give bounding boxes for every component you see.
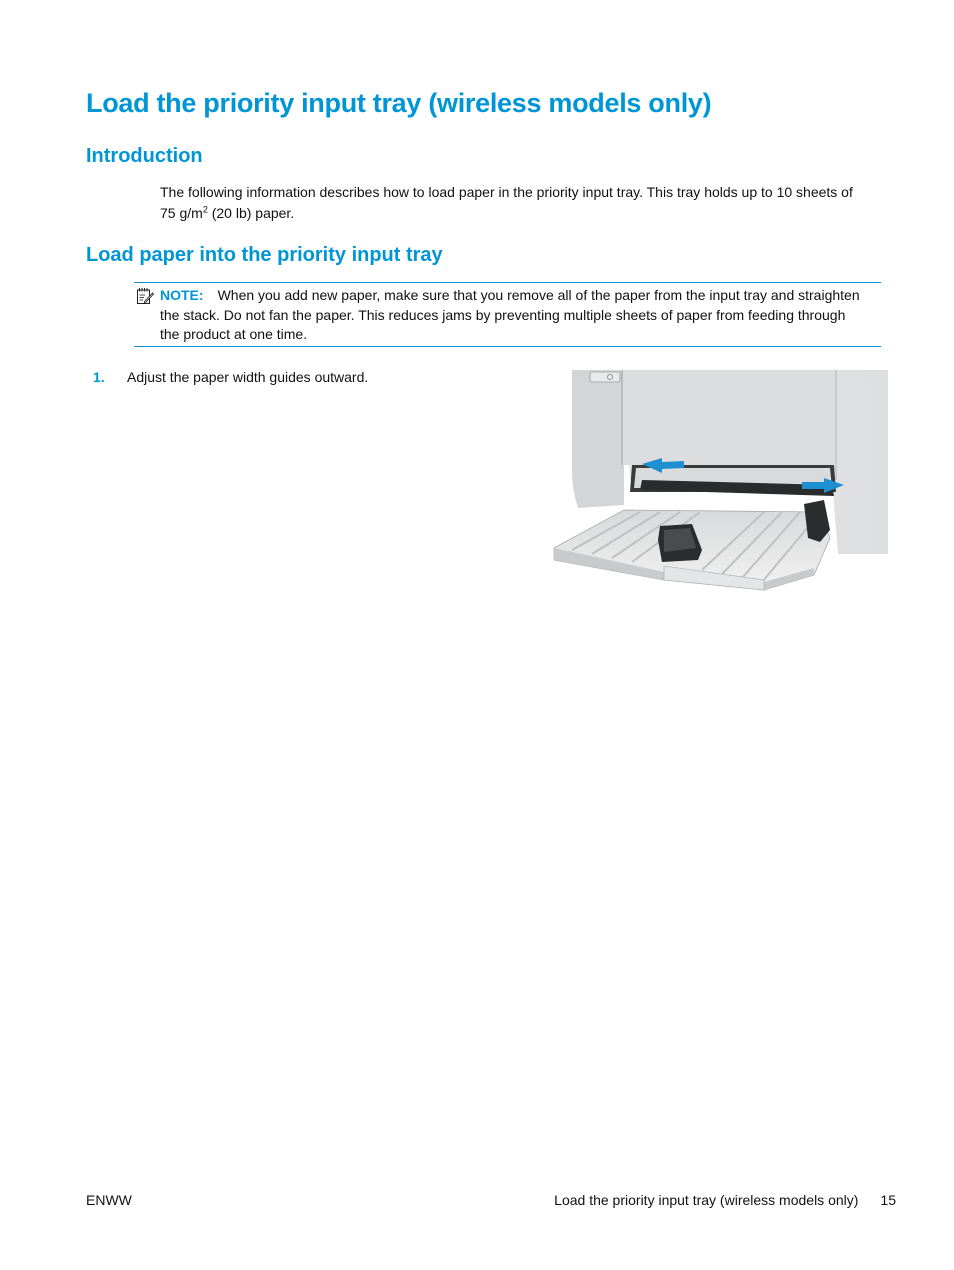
superscript-2: 2 (202, 204, 208, 215)
note-label: NOTE: (160, 287, 204, 303)
introduction-text (160, 182, 860, 224)
note-box (134, 282, 881, 347)
introduction-text-part2: (20 lb) paper. (207, 205, 295, 221)
footer-right (554, 1192, 896, 1208)
page-title: Load the priority input tray (wireless models only) (86, 88, 712, 118)
footer-title: Load the priority input tray (wireless models only) (554, 1192, 859, 1208)
note-text (160, 286, 865, 345)
introduction-heading: Introduction (86, 145, 203, 167)
page-number: 15 (880, 1192, 896, 1208)
step-number: 1. (93, 369, 105, 385)
step-text: Adjust the paper width guides outward. (127, 369, 369, 385)
printer-tray-illustration (552, 370, 888, 592)
introduction-text-part1: The following information describes how to load paper in the priority input tray. This tray holds up to 10 sheets of 75 g/m (160, 184, 853, 221)
footer-left: ENWW (86, 1192, 132, 1208)
note-icon (136, 287, 154, 305)
load-paper-heading: Load paper into the priority input tray (86, 244, 443, 266)
note-body: When you add new paper, make sure that you remove all of the paper from the input tray and straighten the stack. Do not fan the paper. This reduces jams by preventing multiple sheets of paper from feeding through the product at one time. (160, 287, 860, 342)
